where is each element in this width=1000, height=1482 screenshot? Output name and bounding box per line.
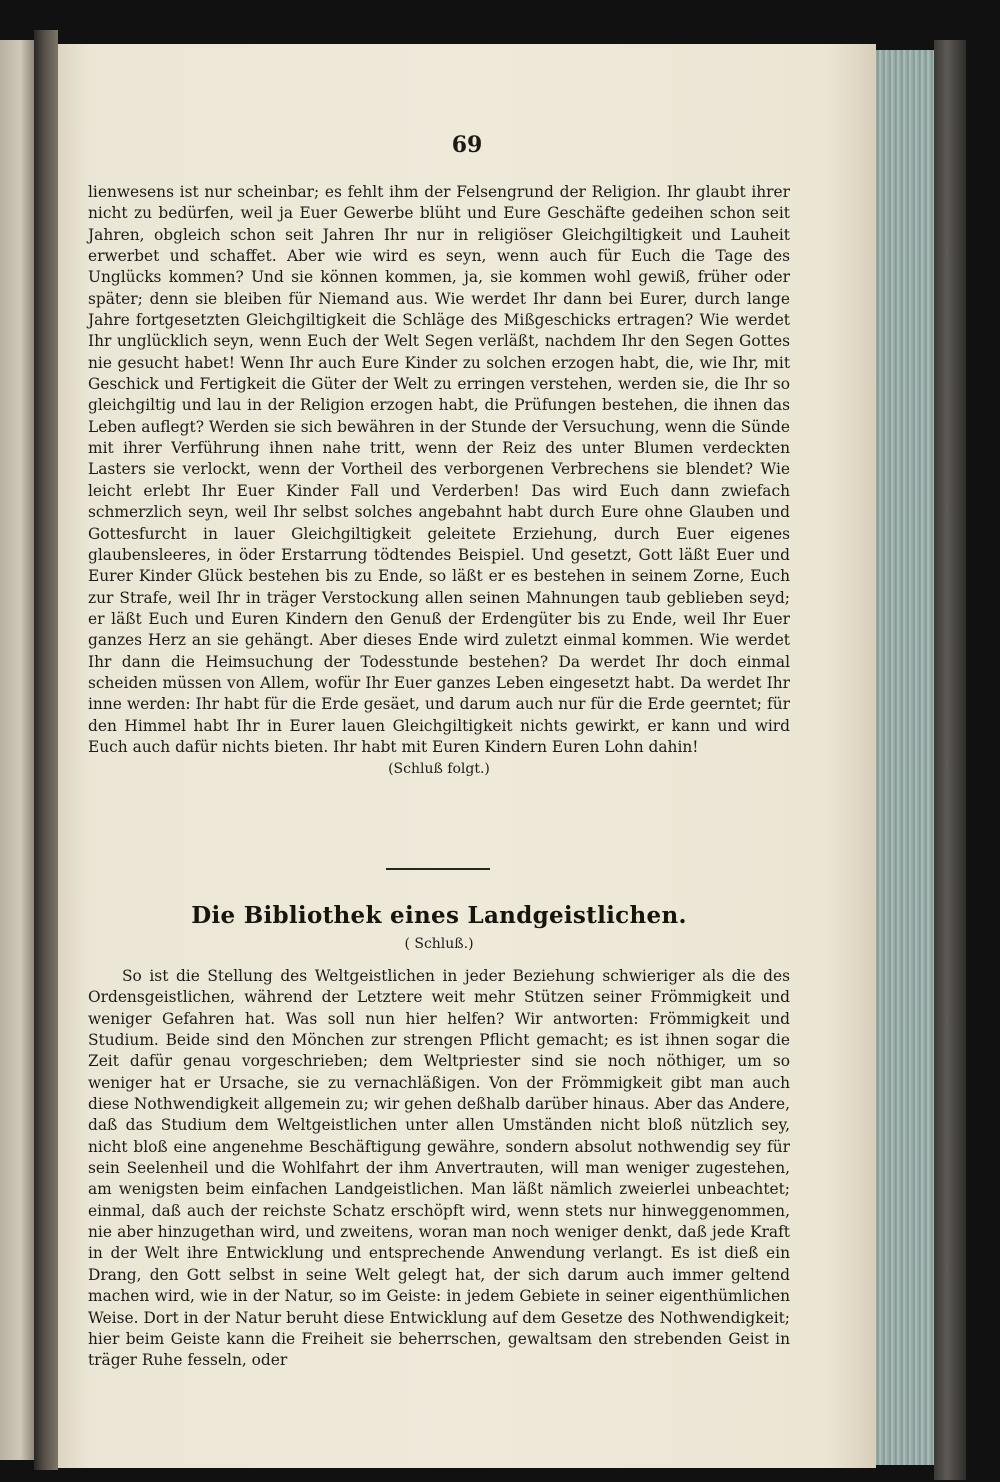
body-text-top (88, 182, 790, 781)
article-title: Die Bibliothek eines Landgeistlichen. (191, 902, 687, 929)
page-number: 69 (451, 132, 483, 158)
left-page-edge (0, 40, 34, 1460)
paragraph: So ist die Stellung des Weltgeistlichen in jeder Beziehung schwieriger als die des Ordensgeistlichen, während der Letztere weit mehr Stützen seiner Frömmigkeit und weniger Gefahren hat. Was soll nun hier helfen? Wir antworten: Frömmigkeit und Studium. Beide sind den Mönchen zur strengen Pflicht gemacht; es ist ihnen sogar die Zeit dafür genau vorgeschrieben; dem Weltpriester sind sie noch nöthiger, um so weniger hat er Ursache, sie zu vernachläßigen. Von der Frömmigkeit gibt man auch diese Nothwendigkeit allgemein zu; wir gehen deßhalb darüber hinaus. Aber das Andere, daß das Studium dem Weltgeistlichen unter allen Umständen nicht bloß nützlich sey, nicht bloß eine angenehme Beschäftigung gewähre, sondern absolut nothwendig sey für sein Seelenheil und die Wohlfahrt der ihm Anvertrauten, will man weniger zugestehen, am wenigsten beim einfachen Landgeistlichen. Man läßt nämlich zweierlei unbeachtet; einmal, daß auch der reichste Schatz erschöpft wird, wenn stets nur hinweggenommen, nie aber hinzugethan wird, und zweitens, woran man noch weniger denkt, daß jede Kraft in der Welt ihre Entwicklung und entsprechende Anwendung verlangt. Es ist dieß ein Drang, den Gott selbst in seine Welt gelegt hat, der sich darum auch immer geltend machen wird, wie in der Natur, so im Geiste: in jedem Gebiete in seiner eigenthümlichen Weise. Dort in der Natur beruht diese Entwicklung auf dem Gesetze des Nothwendigkeit; hier beim Geiste kann die Freiheit sie beherrschen, gewaltsam den strebenden Geist in träger Ruhe fesseln, oder (88, 967, 790, 1370)
article-subtitle: ( Schluß.) (404, 936, 474, 952)
book-gutter (34, 30, 58, 1470)
section-divider (386, 868, 490, 870)
paragraph: lienwesens ist nur scheinbar; es fehlt ihm der Felsengrund der Religion. Ihr glaubt ihrer nicht zu bedürfen, weil ja Euer Gewerbe blüht und Eure Geschäfte gedeihen schon seit Jahren, obgleich schon seit Jahren Ihr nur in religiöser Gleichgiltigkeit und Lauheit erwerbet und schaffet. Aber wie wird es seyn, wenn auch für Euch die Tage des Unglücks kommen? Und sie können kommen, ja, sie kommen wohl gewiß, früher oder später; denn sie bleiben für Niemand aus. Wie werdet Ihr dann bei Eurer, durch lange Jahre fortgesetzten Gleichgiltigkeit die Schläge des Mißgeschicks ertragen? Wie werdet Ihr unglücklich seyn, wenn Euch der Welt Segen verläßt, nachdem Ihr den Segen Gottes nie gesucht habet! Wenn Ihr auch Eure Kinder zu solchen erzogen habt, die, wie Ihr, mit Geschick und Fertigkeit die Güter der Welt zu erringen verstehen, werden sie, die Ihr so gleichgiltig und lau in der Religion erzogen habt, die Prüfungen bestehen, die ihnen das Leben auflegt? Werden sie sich bewähren in der Stunde der Versuchung, wenn die Sünde mit ihrer Verführung ihnen nahe tritt, wenn der Reiz des unter Blumen verdeckten Lasters sie verlockt, wenn der Vortheil des verborgenen Verbrechens sie blendet? Wie leicht erlebt Ihr Euer Kinder Fall und Verderben! Das wird Euch dann zwiefach schmerzlich seyn, weil Ihr selbst solches angebahnt habt durch Eure ohne Glauben und Gottesfurcht in lauer Gleichgiltigkeit geleitete Erziehung, durch Euer eigenes glaubensleeres, in öder Erstarrung tödtendes Beispiel. Und gesetzt, Gott läßt Euer und Eurer Kinder Glück bestehen bis zu Ende, so läßt er es bestehen in seinem Zorne, Euch zur Strafe, weil Ihr in träger Verstockung allen seinen Mahnungen taub geblieben seyd; er läßt Euch und Euren Kindern den Genuß der Erdengüter bis zu Ende, weil Ihr Euer ganzes Herz an sie gehängt. Aber dieses Ende wird zuletzt einmal kommen. Wie werdet Ihr dann die Heimsuchung der Todesstunde bestehen? Da werdet Ihr doch einmal scheiden müssen von Allem, wofür Ihr Euer ganzes Leben eingesetzt habt. Da werdet Ihr inne werden: Ihr habt für die Erde gesäet, und darum auch nur für die Erde geerntet; für den Himmel habt Ihr in Eurer lauen Gleichgiltigkeit nichts gewirkt, er kann und wird Euch auch dafür nichts bieten. Ihr habt mit Euren Kindern Euren Lohn dahin! (88, 183, 790, 756)
continued-note: (Schluß folgt.) (388, 761, 490, 778)
book-cover (934, 40, 966, 1480)
page-edges (876, 50, 934, 1465)
body-text-bottom (88, 966, 790, 1372)
book-page (58, 44, 876, 1468)
